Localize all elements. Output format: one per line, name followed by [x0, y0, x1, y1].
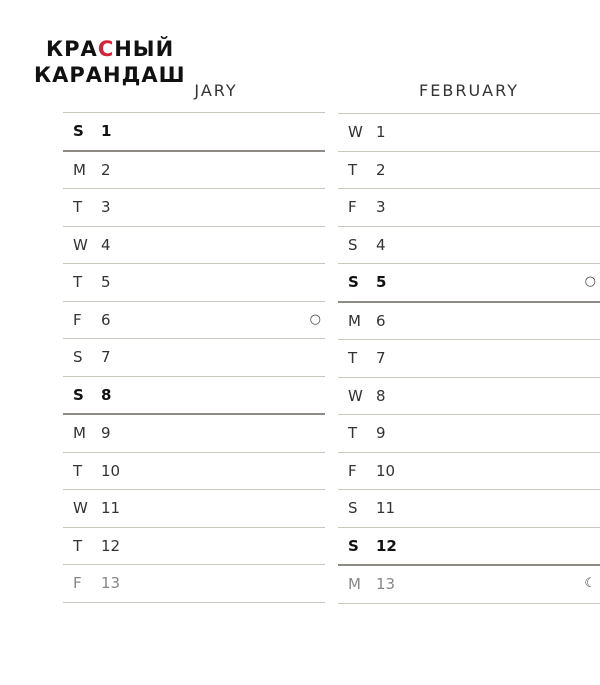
weekday-label: F	[348, 198, 357, 216]
day-list	[338, 114, 600, 604]
day-number: 6	[101, 310, 111, 329]
weekday-label: T	[73, 198, 83, 216]
day-row[interactable]	[63, 415, 325, 453]
day-number: 7	[101, 348, 111, 366]
day-number: 13	[376, 575, 396, 593]
weekday-label: T	[348, 160, 358, 179]
day-row[interactable]	[63, 377, 325, 416]
day-number: 3	[376, 198, 386, 216]
logo-text-accent: С	[97, 37, 115, 61]
day-row[interactable]	[63, 264, 325, 302]
day-row[interactable]	[63, 152, 325, 190]
weekday-label: S	[348, 499, 358, 517]
weekday-label: T	[73, 536, 83, 555]
day-row[interactable]	[338, 566, 600, 604]
day-row[interactable]	[338, 490, 600, 528]
day-row[interactable]	[338, 303, 600, 341]
day-row[interactable]	[63, 490, 325, 528]
logo-line-2: КАРАНДАШ	[34, 63, 186, 87]
logo-line-1	[34, 36, 186, 62]
weekday-label: S	[73, 122, 84, 140]
day-number: 8	[376, 386, 386, 405]
weekday-label: M	[73, 160, 86, 179]
weekday-label: W	[348, 386, 363, 405]
weekday-label: F	[348, 461, 357, 480]
day-row[interactable]	[338, 227, 600, 265]
day-number: 4	[101, 235, 111, 254]
day-row[interactable]	[63, 453, 325, 491]
weekday-label: S	[73, 385, 84, 404]
day-row[interactable]	[63, 339, 325, 377]
day-number: 6	[376, 311, 386, 330]
month-title: FEBRUARY	[338, 75, 600, 114]
day-row[interactable]	[338, 415, 600, 453]
day-row[interactable]	[63, 113, 325, 152]
day-number: 9	[376, 424, 386, 442]
brand-logo	[34, 36, 192, 88]
weekday-label: M	[348, 311, 361, 330]
full-moon-icon: ○	[584, 274, 596, 289]
weekday-label: T	[348, 349, 358, 367]
day-row[interactable]	[63, 189, 325, 227]
weekday-label: W	[348, 123, 363, 141]
day-row[interactable]	[63, 565, 325, 603]
day-list	[63, 113, 325, 603]
day-number: 10	[101, 461, 121, 480]
day-number: 2	[376, 160, 386, 179]
day-number: 7	[376, 349, 386, 367]
day-number: 12	[101, 536, 121, 555]
weekday-label: F	[73, 574, 82, 592]
day-row[interactable]	[338, 152, 600, 190]
day-number: 9	[101, 424, 111, 442]
logo-text-a: КРА	[46, 37, 98, 61]
day-number: 8	[101, 385, 112, 404]
weekday-label: T	[73, 461, 83, 480]
day-number: 5	[101, 273, 111, 291]
day-row[interactable]	[338, 378, 600, 416]
month-column-february	[338, 75, 600, 604]
weekday-label: T	[348, 424, 358, 442]
weekday-label: S	[348, 536, 359, 555]
logo-text-b: НЫЙ	[114, 37, 175, 61]
month-title: JARY	[63, 75, 325, 113]
crescent-moon-icon: ☾	[584, 576, 596, 591]
weekday-label: M	[73, 424, 86, 442]
weekday-label: S	[73, 348, 83, 366]
day-row[interactable]	[63, 528, 325, 566]
weekday-label: T	[73, 273, 83, 291]
weekday-label: S	[348, 273, 359, 291]
day-row[interactable]	[63, 302, 325, 340]
day-number: 11	[376, 499, 396, 517]
day-row[interactable]	[338, 528, 600, 567]
day-row[interactable]	[338, 189, 600, 227]
day-number: 11	[101, 499, 121, 517]
day-number: 5	[376, 273, 387, 291]
full-moon-icon: ○	[309, 311, 321, 327]
weekday-label: S	[348, 235, 358, 254]
day-number: 13	[101, 574, 121, 592]
day-number: 10	[376, 461, 396, 480]
weekday-label: M	[348, 575, 361, 593]
weekday-label: W	[73, 499, 88, 517]
day-number: 1	[101, 122, 112, 140]
day-row[interactable]	[338, 453, 600, 491]
weekday-label: F	[73, 310, 82, 329]
day-number: 4	[376, 235, 386, 254]
day-number: 3	[101, 198, 111, 216]
weekday-label: W	[73, 235, 88, 254]
day-number: 12	[376, 536, 397, 555]
day-number: 2	[101, 160, 111, 179]
day-row[interactable]	[338, 114, 600, 152]
month-column-january	[63, 75, 325, 603]
day-row[interactable]	[338, 264, 600, 303]
day-row[interactable]	[338, 340, 600, 378]
day-number: 1	[376, 123, 386, 141]
day-row[interactable]	[63, 227, 325, 265]
